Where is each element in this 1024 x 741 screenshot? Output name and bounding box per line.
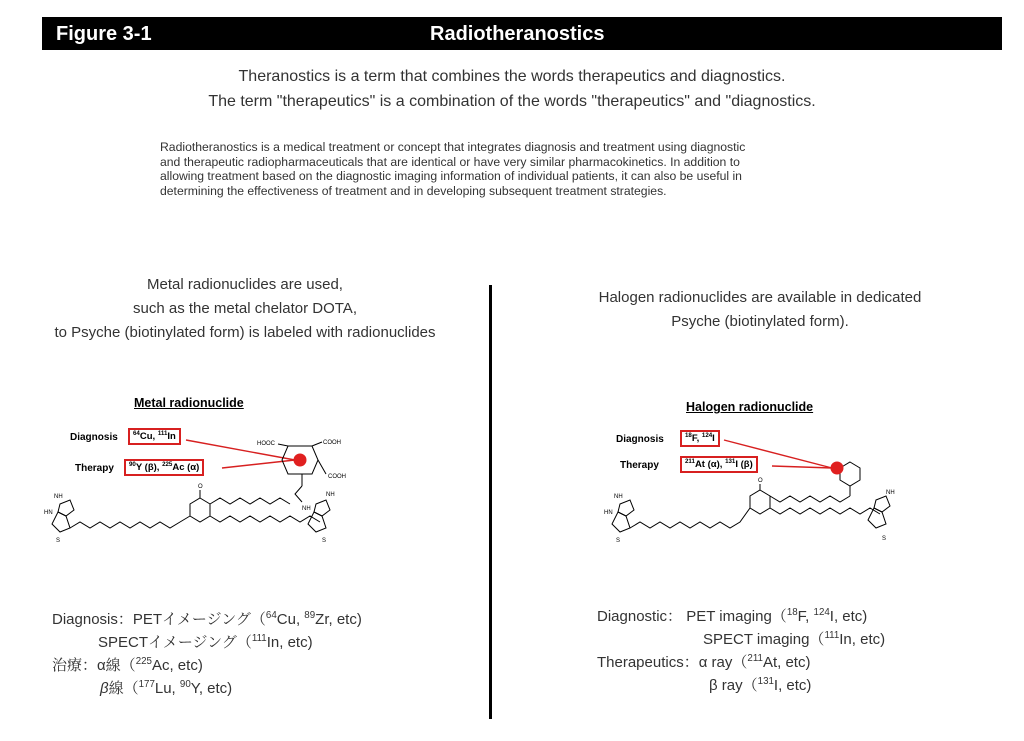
column-divider (489, 285, 492, 719)
metal-note-line: Diagnosis：PETイメージング（$^{64}$Cu, $^{89}$Zr, etc) (52, 610, 362, 628)
isotope-text: F, (691, 433, 702, 444)
paragraph-line: Radiotheranostics is a medical treatment or concept that integrates diagnosis and treatment using diagnostic (160, 140, 746, 154)
s-label: S (322, 538, 327, 544)
figure-title: Radiotheranostics (430, 23, 605, 45)
metal-note-line: SPECTイメージング（$^{111}$In, etc) (98, 633, 313, 651)
right-heading-line: Halogen radionuclides are available in dedicated (598, 289, 922, 306)
halogen-psyche-structure (600, 440, 900, 550)
right-diagnosis-label: Diagnosis (616, 434, 664, 445)
mass-number: 124 (701, 431, 713, 439)
right-heading (540, 286, 980, 334)
hooc-label: HOOC (257, 441, 275, 447)
halogen-note-line: β ray（$^{131}$I, etc) (709, 676, 812, 694)
isotope-text: In (167, 431, 176, 442)
isotope-text: I (712, 433, 715, 444)
metal-note-line: 治療：α線（$^{225}$Ac, etc) (52, 656, 203, 674)
left-therapy-label: Therapy (75, 463, 114, 474)
paragraph-line: allowing treatment based on the diagnostic imaging information of individual patients, it can also be useful in (160, 169, 742, 184)
halogen-radionuclide-title: Halogen radionuclide (686, 400, 814, 414)
o-label: O (198, 484, 203, 490)
description-paragraph (160, 140, 890, 198)
halogen-notes (597, 605, 885, 697)
nh-label: NH (326, 492, 335, 498)
paragraph-line: and therapeutic radiopharmaceuticals that are identical or have very similar pharmacokinetics. In addition to (160, 154, 740, 169)
hn-label: HN (44, 510, 53, 516)
mass-number: 131 (725, 457, 736, 465)
nh-label: NH (302, 506, 311, 512)
isotope-text: At (α), (694, 459, 726, 470)
mass-number: 90 (129, 460, 136, 468)
right-therapy-label: Therapy (620, 460, 659, 471)
s-label: S (882, 536, 887, 542)
hn-label: HN (604, 510, 613, 516)
halogen-note-line: Diagnostic： PET imaging（$^{18}$F, $^{124}$I, etc) (597, 607, 868, 625)
mass-number: 211 (685, 457, 695, 465)
right-heading-line: Psyche (biotinylated form). (671, 313, 849, 330)
nh-label: NH (54, 494, 63, 500)
s-label: S (56, 538, 61, 544)
left-heading-line: Metal radionuclides are used, (147, 276, 343, 293)
figure-title-bar (42, 17, 1002, 50)
isotope-text: I (β) (735, 459, 753, 470)
intro-line-2: The term "therapeutics" is a combination of the words "therapeutics" and "diagnostics. (208, 93, 816, 110)
left-diagnosis-label: Diagnosis (70, 432, 118, 443)
paragraph-line: determining the effectiveness of treatment and in developing subsequent treatment strategies. (160, 183, 667, 198)
metal-notes (52, 608, 362, 700)
isotope-text: Ac (α) (172, 462, 200, 473)
mass-number: 225 (162, 460, 173, 468)
figure-label: Figure 3-1 (56, 23, 152, 45)
left-heading-line: to Psyche (biotinylated form) is labeled with radionuclides (54, 324, 436, 341)
metal-note-line: β線（$^{177}$Lu, $^{90}$Y, etc) (100, 679, 233, 697)
intro-line-1: Theranostics is a term that combines the words therapeutics and diagnostics. (238, 68, 786, 85)
halogen-note-line: SPECT imaging（$^{111}$In, etc) (703, 630, 886, 648)
nh-label: NH (886, 490, 895, 496)
isotope-text: Cu, (139, 431, 158, 442)
nh-label: NH (614, 494, 623, 500)
left-heading (20, 273, 470, 345)
left-heading-line: such as the metal chelator DOTA, (133, 300, 357, 317)
metal-chelator-structure (40, 420, 346, 560)
mass-number: 111 (157, 429, 168, 437)
cooh-label: COOH (328, 474, 346, 480)
metal-radionuclide-title: Metal radionuclide (134, 396, 244, 410)
mass-number: 18 (685, 431, 692, 439)
o-label: O (758, 478, 763, 484)
s-label: S (616, 538, 621, 544)
mass-number: 64 (133, 429, 140, 437)
halogen-note-line: Therapeutics：α ray（$^{211}$At, etc) (597, 653, 811, 671)
isotope-text: Y (β), (135, 462, 163, 473)
cooh-label: COOH (323, 440, 341, 446)
